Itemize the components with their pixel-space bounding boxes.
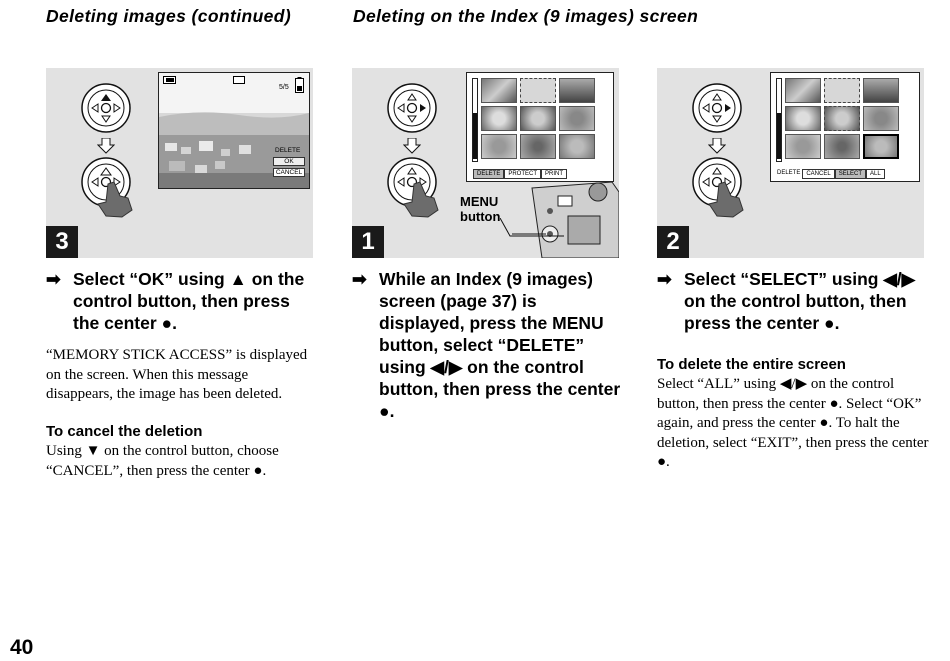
card-icon — [163, 76, 177, 84]
thumbnail — [481, 134, 517, 159]
thumbnail — [824, 106, 860, 131]
thumbnail — [824, 134, 860, 159]
step-1-instruction: ➡ While an Index (9 images) screen (page 37) is displayed, press the MENU button, select “DELETE” using ◀/▶ on the control button, then press the center ●. — [352, 269, 621, 421]
delete-all-subhead: To delete the entire screen — [657, 356, 846, 373]
delete-all-body: Select “ALL” using ◀/▶ on the control button, then press the center ●. Select “OK” again, and press the center ●. To halt the deletion, select “EXIT”, then press the center ●. — [657, 376, 929, 470]
section-header-right: Deleting on the Index (9 images) screen — [353, 6, 699, 26]
cancel-body: Using ▼ on the control button, choose “CANCEL”, then press the center ●. — [46, 443, 279, 479]
step-1-illustration — [352, 68, 619, 258]
lcd-menu-item: DELETE — [473, 169, 504, 179]
thumbnail — [785, 78, 821, 103]
control-button-icon — [386, 82, 438, 134]
thumbnail — [785, 106, 821, 131]
thumbnail — [559, 78, 595, 103]
image-counter: 5/5 — [279, 84, 289, 91]
thumbnail — [520, 106, 556, 131]
menu-button-callout: MENU button — [460, 194, 501, 224]
thumbnail-selected — [863, 134, 899, 159]
step-2-instruction: ➡ Select “SELECT” using ◀/▶ on the control button, then press the center ●. — [657, 269, 916, 333]
control-button-icon — [80, 82, 132, 134]
thumbnail — [863, 78, 899, 103]
finger-press-icon — [705, 180, 745, 218]
thumbnail — [559, 106, 595, 131]
finger-press-icon — [400, 180, 440, 218]
right-arrow-icon: ➡ — [46, 269, 61, 289]
thumbnail — [520, 78, 556, 103]
thumbnail — [824, 78, 860, 103]
lcd-screen — [158, 72, 310, 189]
right-arrow-icon: ➡ — [352, 269, 367, 289]
down-arrow-icon — [97, 138, 115, 154]
step-2-illustration — [657, 68, 924, 258]
lcd-cancel-option: CANCEL — [273, 168, 305, 177]
thumbnail — [863, 106, 899, 131]
step-number: 1 — [352, 226, 384, 258]
thumbnail — [481, 106, 517, 131]
lcd-menu-item: CANCEL — [802, 169, 834, 179]
image-size-icon — [233, 76, 245, 84]
control-button-icon — [691, 82, 743, 134]
lcd-menu-bar — [775, 169, 885, 179]
thumbnail-grid — [785, 78, 899, 159]
step-number: 3 — [46, 226, 78, 258]
lcd-menu-item: ALL — [866, 169, 885, 179]
lcd-menu-label: DELETE — [775, 169, 802, 179]
cancel-subhead: To cancel the deletion — [46, 423, 203, 440]
thumbnail — [559, 134, 595, 159]
page-number: 40 — [10, 636, 34, 659]
battery-icon — [295, 77, 304, 93]
scroll-bar — [472, 78, 478, 162]
step-3-body: “MEMORY STICK ACCESS” is displayed on the screen. When this message disappears, the image has been deleted. — [46, 347, 308, 402]
down-arrow-icon — [403, 138, 421, 154]
thumbnail-grid — [481, 78, 595, 159]
index-lcd-screen — [466, 72, 614, 182]
lcd-menu-item: PROTECT — [504, 169, 541, 179]
thumbnail — [481, 78, 517, 103]
finger-press-icon — [94, 180, 134, 218]
right-arrow-icon: ➡ — [657, 269, 672, 289]
section-header-left: Deleting images (continued) — [46, 6, 292, 26]
lcd-menu-item: PRINT — [541, 169, 567, 179]
lcd-menu-title: DELETE — [275, 147, 301, 154]
index-lcd-screen — [770, 72, 920, 182]
step-3-illustration — [46, 68, 313, 258]
step-3-instruction: ➡ Select “OK” using ▲ on the control button, then press the center ●. — [46, 269, 305, 333]
thumbnail — [520, 134, 556, 159]
step-number: 2 — [657, 226, 689, 258]
lcd-ok-option: OK — [273, 157, 305, 166]
down-arrow-icon — [708, 138, 726, 154]
thumbnail — [785, 134, 821, 159]
lcd-menu-item: SELECT — [835, 169, 866, 179]
scroll-bar — [776, 78, 782, 162]
callout-leader-line — [500, 218, 564, 240]
